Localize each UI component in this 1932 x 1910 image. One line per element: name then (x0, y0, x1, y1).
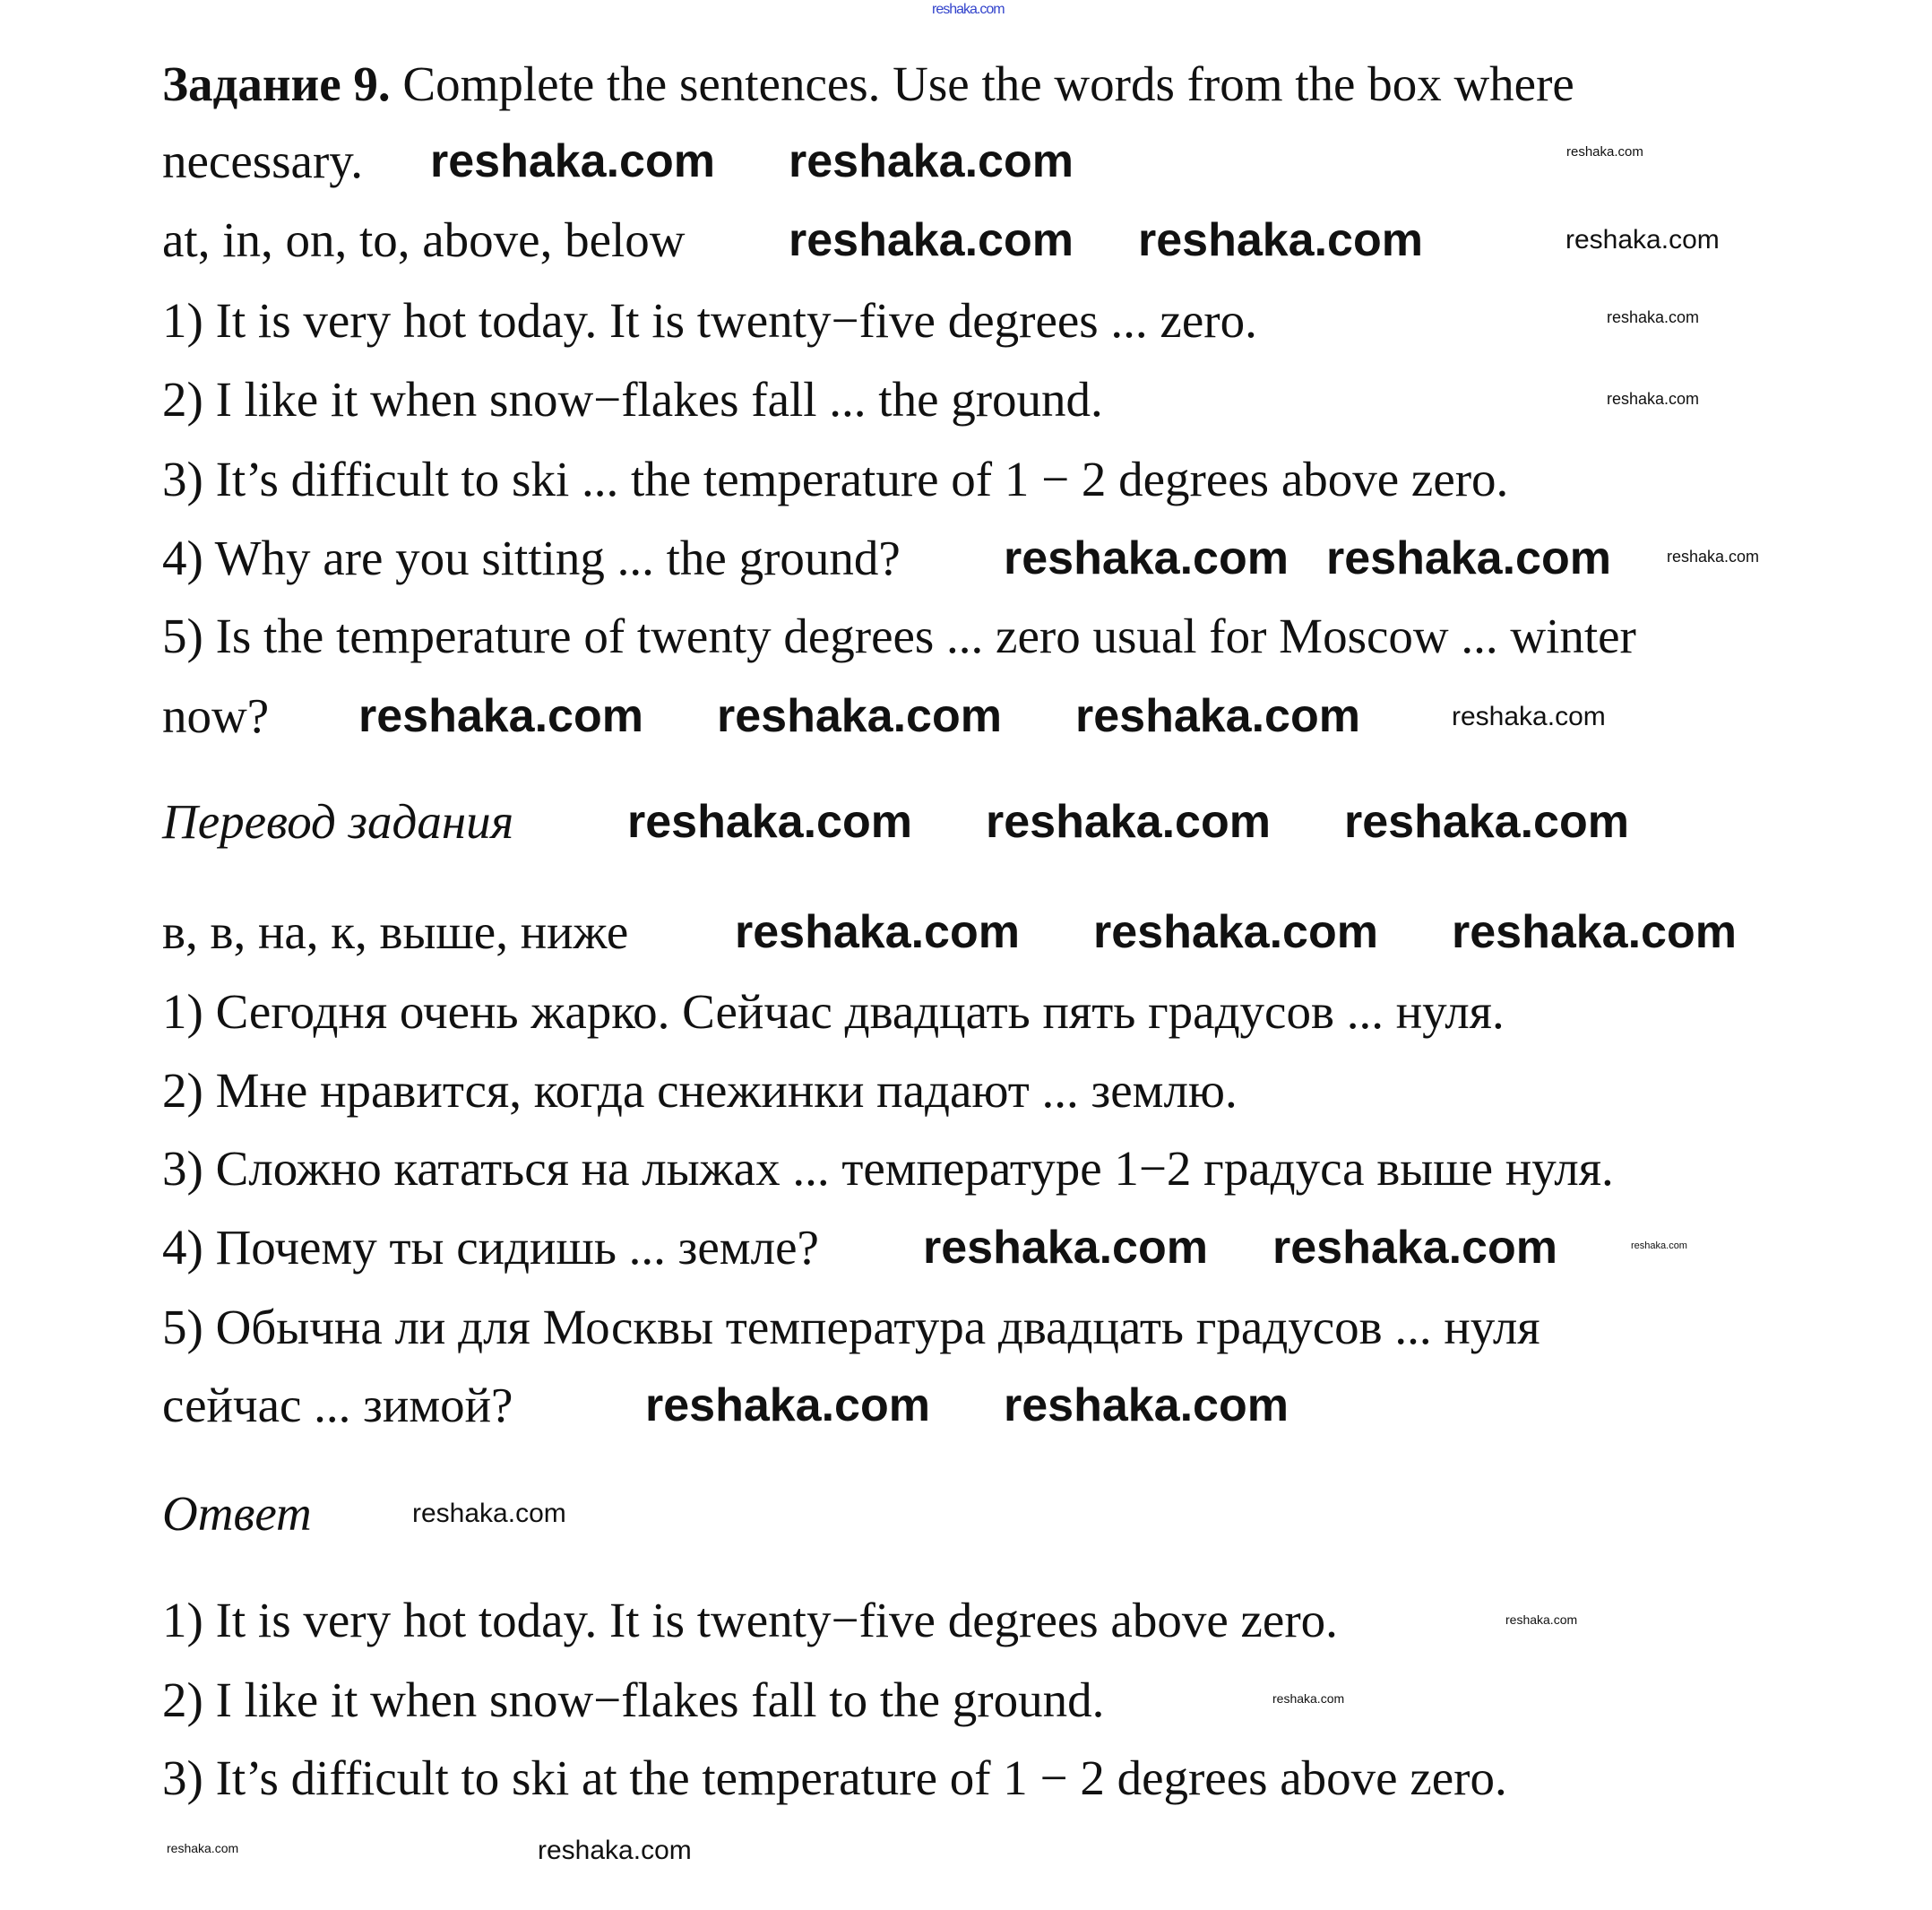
translation-heading: Перевод задания (162, 794, 514, 849)
answer-sentence: 1) It is very hot today. It is twenty−five degrees above zero. (162, 1593, 1338, 1647)
watermark: reshaka.com (538, 1836, 692, 1865)
watermark: reshaka.com (717, 690, 1002, 742)
watermark: reshaka.com (789, 135, 1074, 187)
task-instruction-cont: necessary. (162, 134, 363, 188)
answer-sentence: 2) I like it when snow−flakes fall to the ground. (162, 1672, 1105, 1727)
watermark: reshaka.com (1272, 1222, 1557, 1274)
task-title (162, 57, 1574, 111)
watermark: reshaka.com (645, 1379, 930, 1431)
watermark: reshaka.com (358, 690, 643, 742)
watermark: reshaka.com (412, 1499, 566, 1528)
watermark: reshaka.com (1631, 1240, 1687, 1251)
watermark: reshaka.com (627, 796, 912, 848)
answer-sentence: 3) It’s difficult to ski at the temperature of 1 − 2 degrees above zero. (162, 1750, 1507, 1805)
watermark: reshaka.com (1004, 532, 1289, 584)
watermark: reshaka.com (1093, 906, 1378, 958)
task-sentence: 3) It’s difficult to ski ... the temperature of 1 − 2 degrees above zero. (162, 452, 1509, 506)
header-watermark: reshaka.com (932, 2, 1005, 17)
answer-heading: Ответ (162, 1486, 312, 1541)
translation-sentence: 2) Мне нравится, когда снежинки падают ... землю. (162, 1063, 1238, 1118)
translation-sentence: 5) Обычна ли для Москвы температура двадцать градусов ... нуля (162, 1300, 1540, 1354)
task-sentence: 2) I like it when snow−flakes fall ... the ground. (162, 372, 1103, 427)
watermark: reshaka.com (1667, 548, 1760, 566)
translation-sentence: 1) Сегодня очень жарко. Сейчас двадцать пять градусов ... нуля. (162, 984, 1505, 1039)
watermark: reshaka.com (1075, 690, 1360, 742)
watermark: reshaka.com (1004, 1379, 1289, 1431)
watermark: reshaka.com (1607, 390, 1700, 408)
watermark: reshaka.com (1344, 796, 1629, 848)
task-sentence: 5) Is the temperature of twenty degrees ... zero usual for Moscow ... winter (162, 609, 1636, 663)
translation-word-box: в, в, на, к, выше, ниже (162, 904, 629, 959)
watermark: reshaka.com (1272, 1691, 1345, 1706)
task-sentence: 1) It is very hot today. It is twenty−five degrees ... zero. (162, 293, 1257, 348)
word-box: at, in, on, to, above, below (162, 212, 686, 267)
watermark: reshaka.com (1565, 225, 1720, 255)
translation-sentence: 3) Сложно кататься на лыжах ... температуре 1−2 градуса выше нуля. (162, 1141, 1614, 1196)
watermark: reshaka.com (986, 796, 1271, 848)
watermark: reshaka.com (789, 214, 1074, 266)
watermark: reshaka.com (923, 1222, 1208, 1274)
task-sentence: now? (162, 688, 270, 743)
translation-sentence: 4) Почему ты сидишь ... земле? (162, 1220, 819, 1275)
watermark: reshaka.com (1566, 144, 1643, 160)
watermark: reshaka.com (1326, 532, 1611, 584)
watermark: reshaka.com (167, 1841, 239, 1855)
task-label: Задание 9. (162, 56, 391, 111)
task-sentence: 4) Why are you sitting ... the ground? (162, 531, 901, 585)
watermark: reshaka.com (1138, 214, 1423, 266)
watermark: reshaka.com (1505, 1612, 1578, 1627)
watermark: reshaka.com (1607, 308, 1700, 326)
watermark: reshaka.com (430, 135, 715, 187)
task-instruction: Complete the sentences. Use the words from the box where (402, 56, 1574, 111)
translation-sentence: сейчас ... зимой? (162, 1378, 513, 1432)
watermark: reshaka.com (735, 906, 1020, 958)
watermark: reshaka.com (1452, 906, 1737, 958)
watermark: reshaka.com (1452, 702, 1606, 731)
